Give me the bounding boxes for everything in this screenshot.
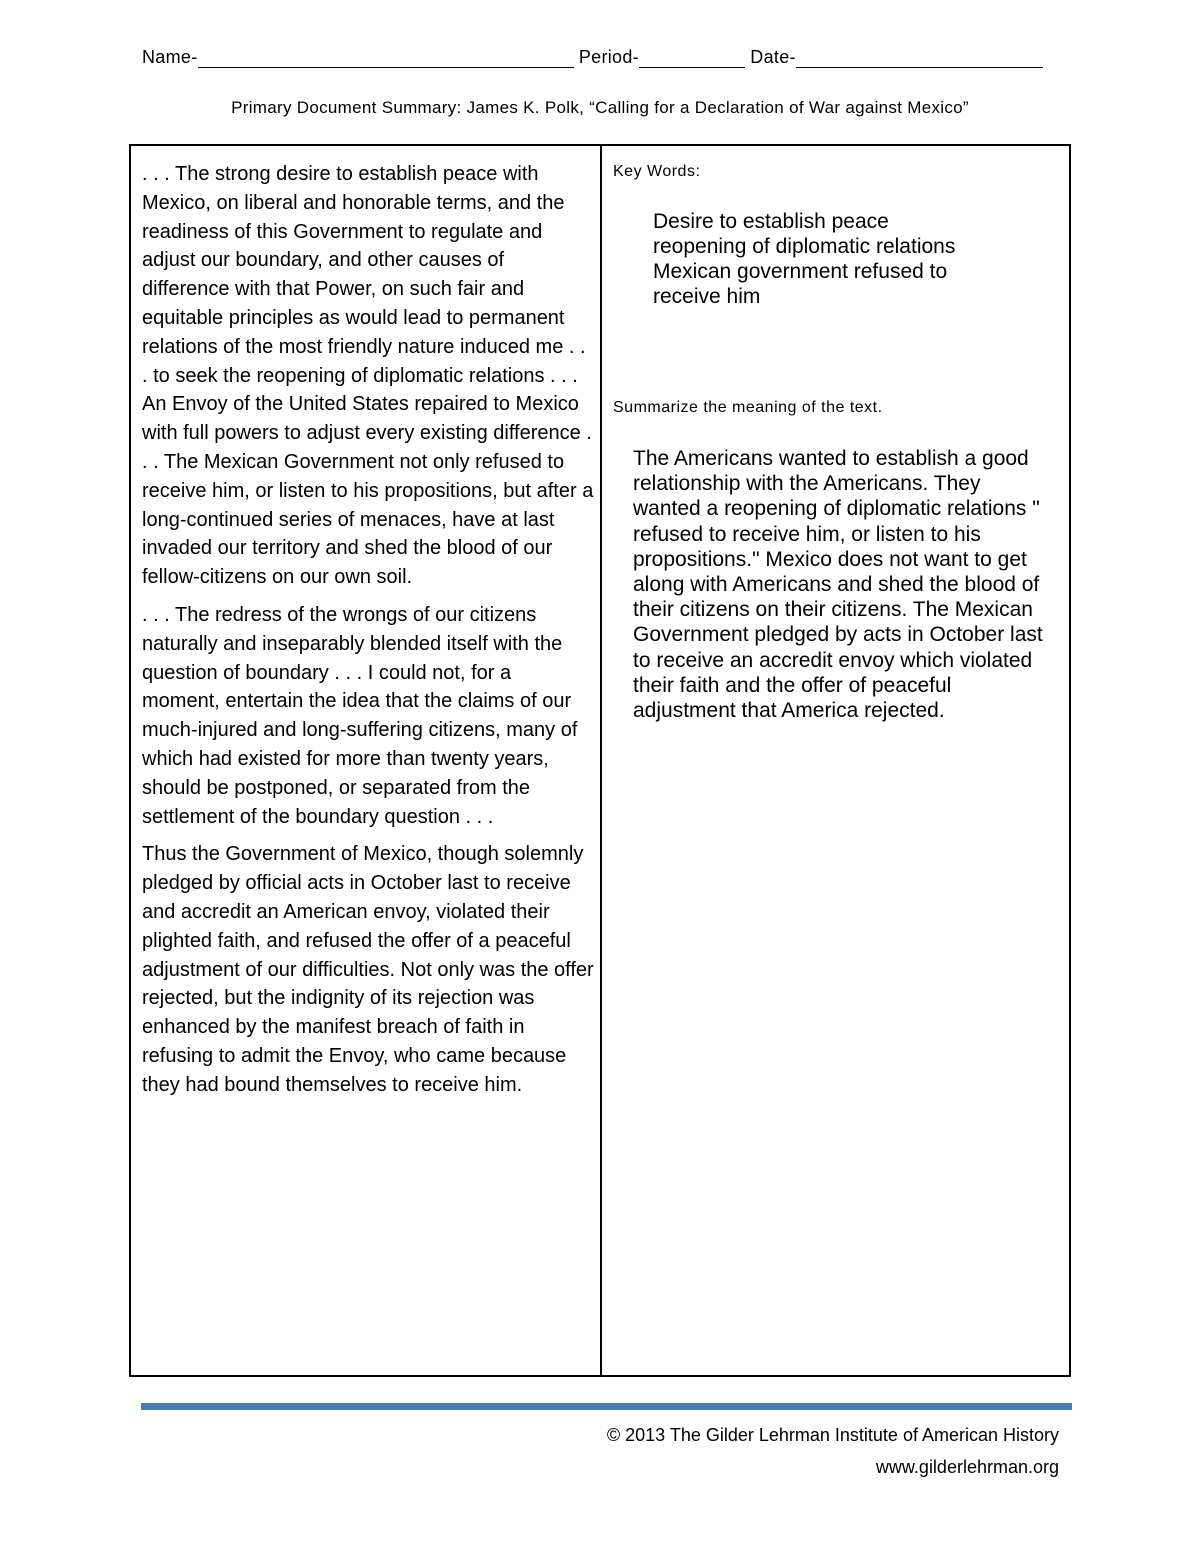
column-divider <box>600 146 602 1375</box>
key-word-line: reopening of diplomatic relations <box>653 235 956 258</box>
name-field[interactable] <box>198 47 574 68</box>
period-label: Period- <box>578 47 639 67</box>
period-field[interactable] <box>639 47 745 68</box>
worksheet-table <box>129 144 1071 1377</box>
key-words-answer[interactable] <box>653 209 955 309</box>
source-paragraph: . . . The strong desire to establish peace with Mexico, on liberal and honorable terms, and the readiness of this Government to regulate and adjust our boundary, and other causes of difference with that Power, on such fair and equitable principles as would lead to permanent relations of the most friendly nature induced me . . . to seek the reopening of diplomatic relations . . . An Envoy of the United States repaired to Mexico with full powers to adjust every existing difference . . . The Mexican Government not only refused to receive him, or listen to his propositions, but after a long-continued series of menaces, have at last invaded our territory and shed the blood of our fellow-citizens on our own soil. <box>142 163 594 589</box>
copyright-notice: © 2013 The Gilder Lehrman Institute of American History <box>606 1425 1059 1445</box>
date-label: Date- <box>750 47 796 67</box>
document-title: Primary Document Summary: James K. Polk, “Calling for a Declaration of War against Mexico” <box>231 98 969 117</box>
student-info-line <box>142 47 1062 75</box>
key-words-label: Key Words: <box>613 163 701 180</box>
name-label: Name- <box>142 47 198 67</box>
primary-source-text <box>142 160 594 1109</box>
source-paragraph: . . . The redress of the wrongs of our citizens naturally and inseparably blended itself with the question of boundary . . . I could not, for a moment, entertain the idea that the claims of our much-injured and long-suffering citizens, many of which had existed for more than twenty years, should be postponed, or separated from the settlement of the boundary question . . . <box>142 603 578 828</box>
date-field[interactable] <box>796 47 1043 68</box>
summary-label: Summarize the meaning of the text. <box>613 399 883 416</box>
source-paragraph: Thus the Government of Mexico, though solemnly pledged by official acts in October last to receive and accredit an American envoy, violated their plighted faith, and refused the offer of a peaceful adjustment of our difficulties. Not only was the offer rejected, but the indignity of its rejection was enhanced by the manifest breach of faith in refusing to admit the Envoy, who came because they had bound themselves to receive him. <box>142 843 594 1096</box>
website-link[interactable]: www.gilderlehrman.org <box>875 1457 1059 1477</box>
key-word-line: Desire to establish peace <box>653 210 889 233</box>
summary-answer[interactable]: The Americans wanted to establish a good relationship with the Americans. They wanted a reopening of diplomatic relations " refused to receive him, or listen to his propositions." Mexico does not want to get along with Americans and shed the blood of their citizens on their citizens. The Mexican Government pledged by acts in October last to receive an accredit envoy which violated their faith and the offer of peaceful adjustment that America rejected. <box>633 447 1043 723</box>
key-word-line: Mexican government refused to <box>653 260 948 283</box>
footer-rule <box>141 1403 1072 1410</box>
key-word-line: receive him <box>653 285 761 308</box>
